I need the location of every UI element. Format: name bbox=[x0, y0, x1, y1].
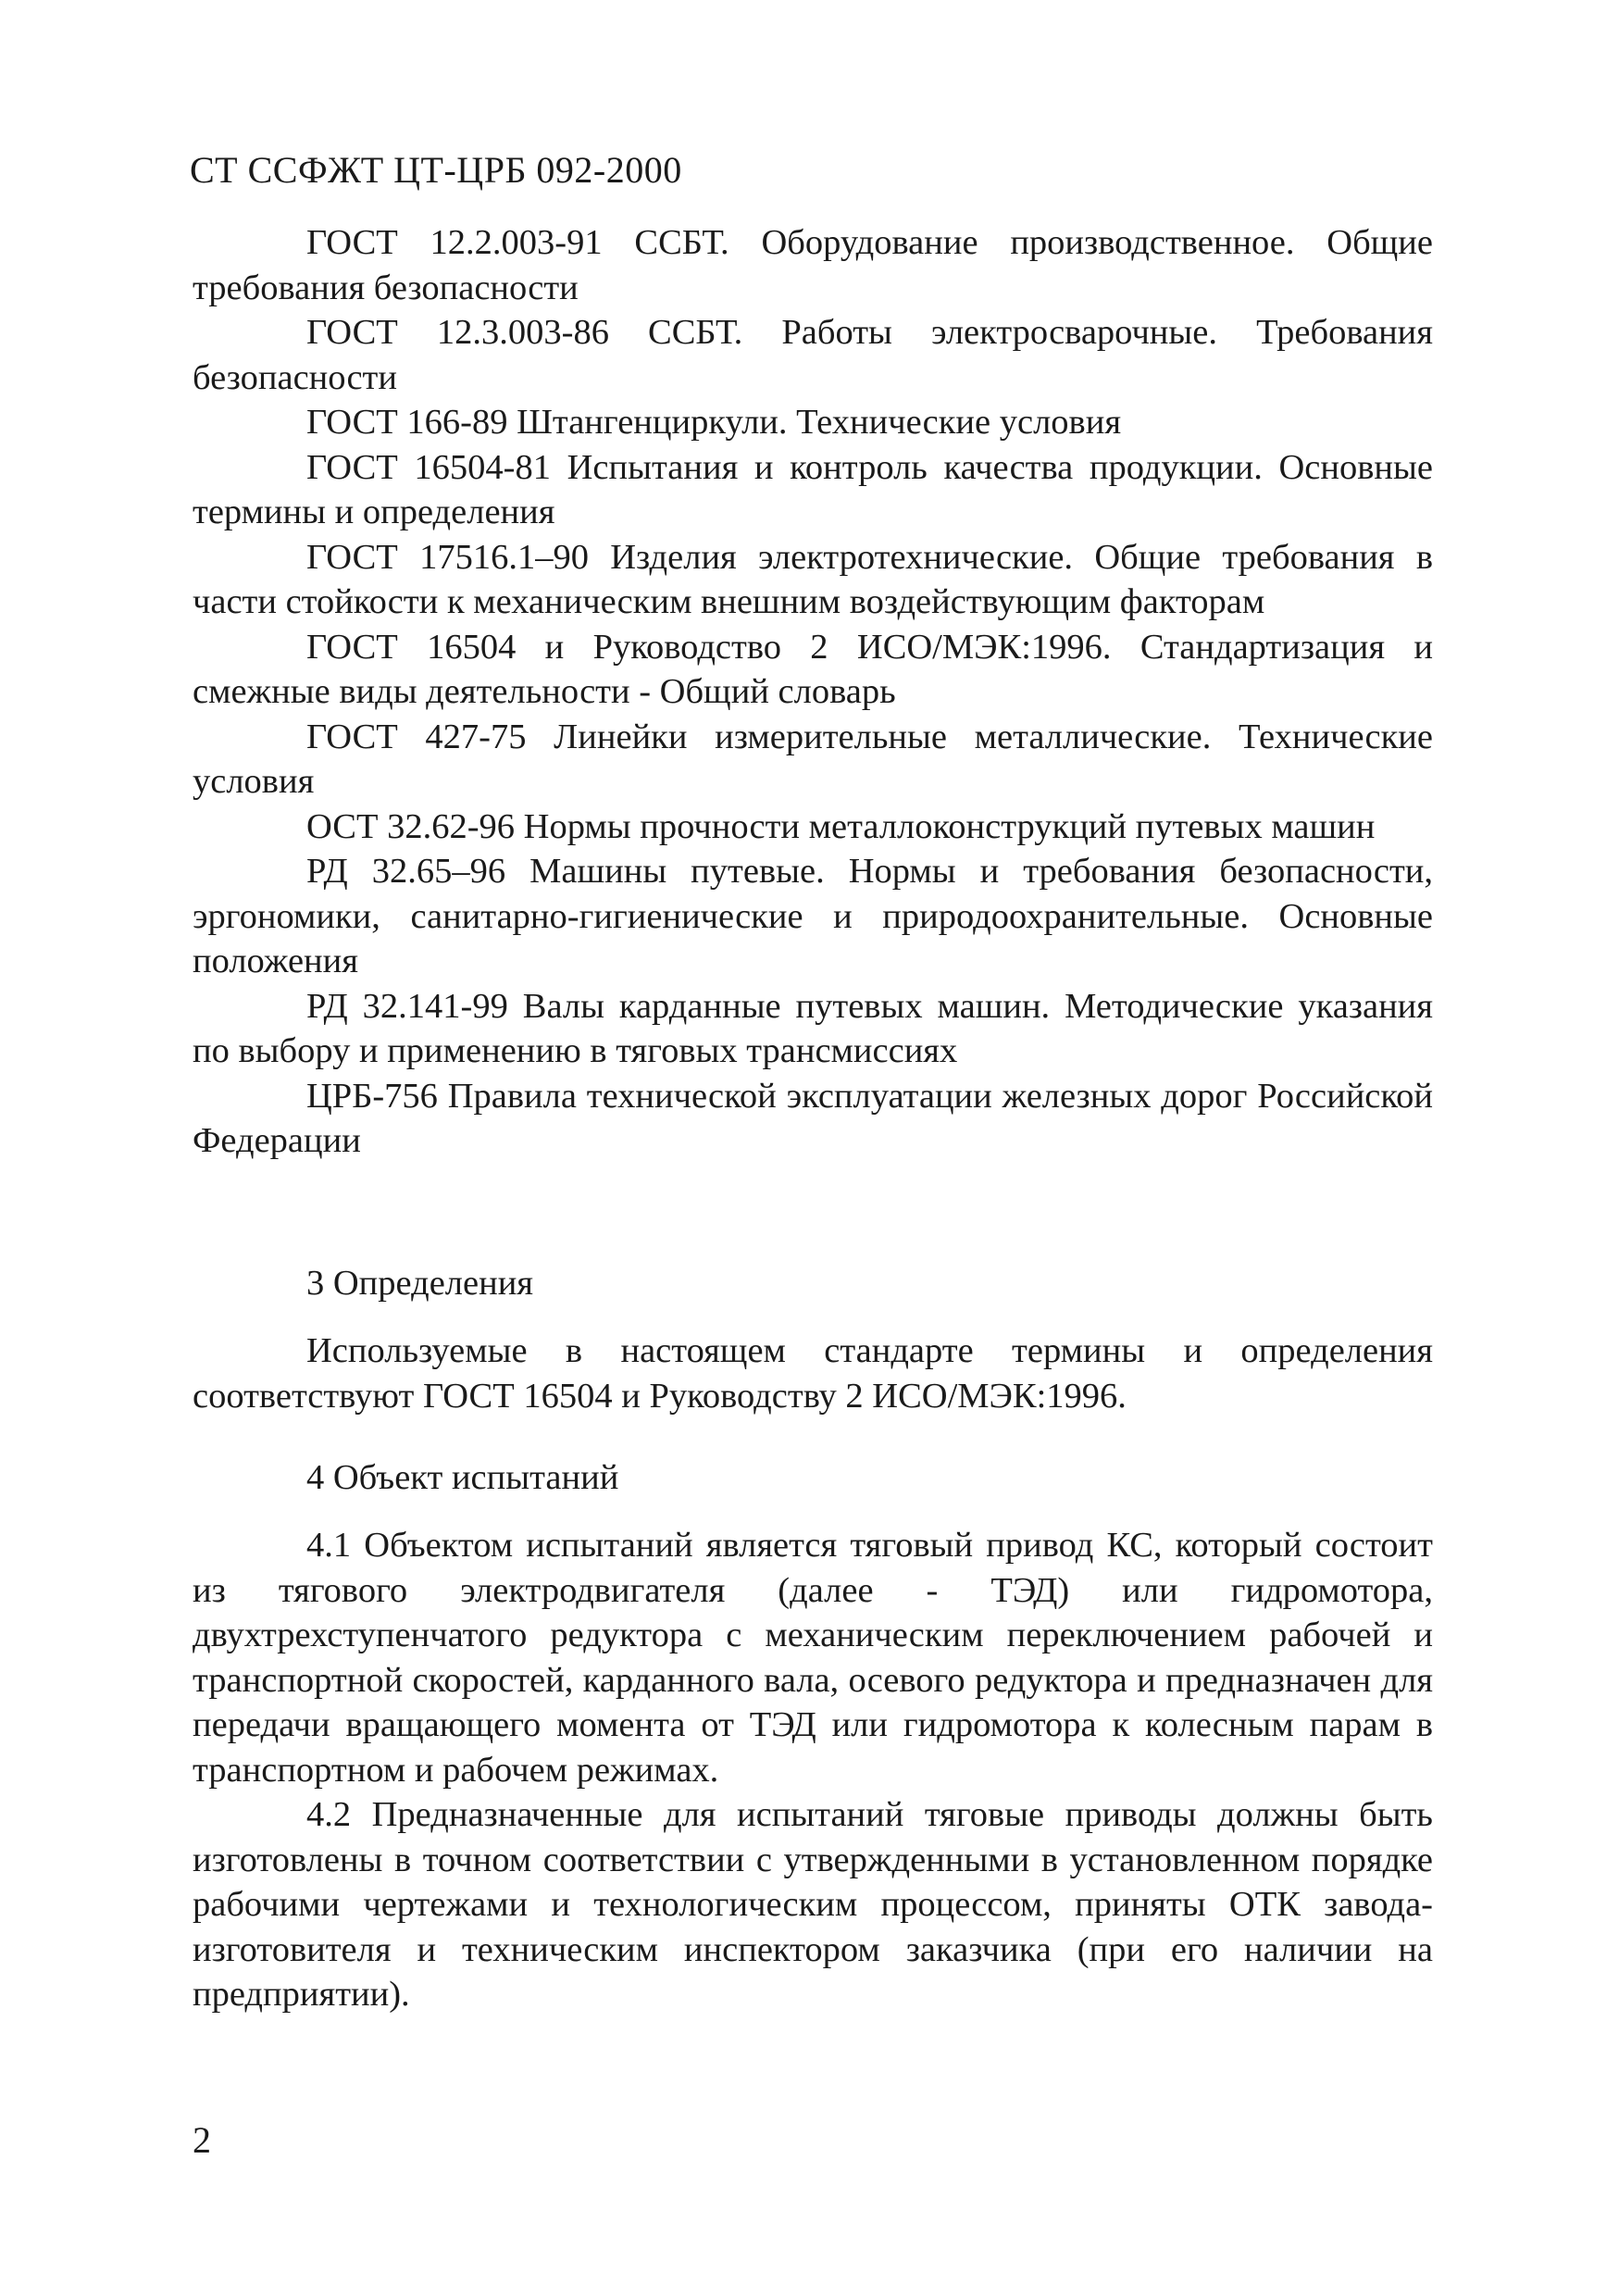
section-4-body bbox=[193, 1523, 1433, 2017]
reference-item: ГОСТ 17516.1–90 Изделия электротехнические. Общие требования в части стойкости к механическим внешним воздействующим факторам bbox=[193, 537, 1433, 621]
reference-item: ГОСТ 16504-81 Испытания и контроль качества продукции. Основные термины и определения bbox=[193, 447, 1433, 531]
reference-item: ОСТ 32.62-96 Нормы прочности металлоконструкций путевых машин bbox=[306, 806, 1376, 846]
reference-item: РД 32.65–96 Машины путевые. Нормы и требования безопасности, эргономики, санитарно-гигиенические и природоохранительные. Основные положения bbox=[193, 852, 1433, 980]
page-number: 2 bbox=[193, 2119, 211, 2161]
reference-item: ЦРБ-756 Правила технической эксплуатации железных дорог Российской Федерации bbox=[193, 1076, 1433, 1160]
section-3-heading: 3 Определения bbox=[306, 1264, 534, 1303]
reference-item: ГОСТ 16504 и Руководство 2 ИСО/МЭК:1996. Стандартизация и смежные виды деятельности - Общий словарь bbox=[193, 627, 1433, 711]
reference-item: ГОСТ 12.3.003-86 ССБТ. Работы электросварочные. Требования безопасности bbox=[193, 313, 1433, 397]
section-3-body bbox=[193, 1329, 1433, 1418]
section-4-heading: 4 Объект испытаний bbox=[306, 1458, 619, 1497]
section-4-paragraph: 4.1 Объектом испытаний является тяговый привод КС, который состоит из тягового электродвигателя (далее - ТЭД) или гидромотора, двухтрехступенчатого редуктора с механическим переключением рабочей и транспортной скоростей, карданного вала, осевого редуктора и предназначен для передачи вращающего момента от ТЭД или гидромотора к колесным парам в транспортном и рабочем режимах. bbox=[193, 1526, 1433, 1790]
reference-item: ГОСТ 166-89 Штангенциркули. Технические условия bbox=[306, 403, 1122, 442]
reference-item: РД 32.141-99 Валы карданные путевых машин. Методические указания по выбору и применению в тяговых трансмиссиях bbox=[193, 986, 1433, 1070]
normative-references-list bbox=[193, 220, 1433, 1164]
reference-item: ГОСТ 12.2.003-91 ССБТ. Оборудование производственное. Общие требования безопасности bbox=[193, 223, 1433, 307]
section-4-paragraph: 4.2 Предназначенные для испытаний тяговые приводы должны быть изготовлены в точном соответствии с утвержденными в установленном порядке рабочими чертежами и технологическим процессом, приняты ОТК завода-изготовителя и техническим инспектором заказчика (при его наличии на предприятии). bbox=[193, 1795, 1433, 2014]
document-code-header: СТ ССФЖТ ЦТ-ЦРБ 092-2000 bbox=[190, 149, 682, 191]
section-3-paragraph: Используемые в настоящем стандарте термины и определения соответствуют ГОСТ 16504 и Руководству 2 ИСО/МЭК:1996. bbox=[193, 1331, 1433, 1416]
reference-item: ГОСТ 427-75 Линейки измерительные металлические. Технические условия bbox=[193, 717, 1433, 801]
